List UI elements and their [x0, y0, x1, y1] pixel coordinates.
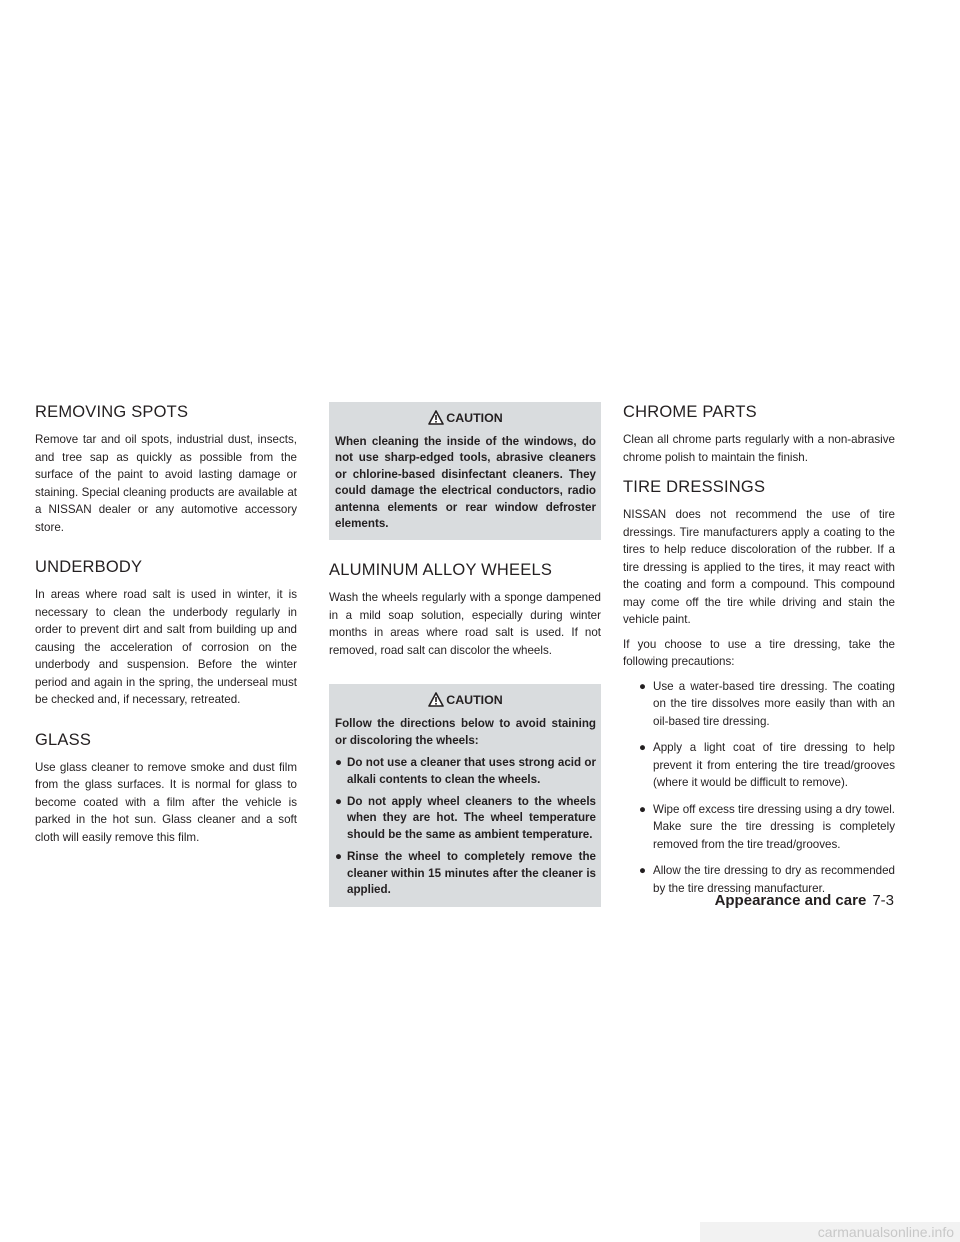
caution-wheels-intro: Follow the directions below to avoid staining or discoloring the wheels:	[335, 717, 596, 747]
middle-column	[329, 402, 601, 907]
bullet-icon: ●	[639, 741, 647, 754]
tire-dressings-precautions-intro: If you choose to use a tire dressing, take the following precautions:	[623, 637, 895, 668]
list-item	[335, 755, 596, 788]
caution-bullet-text: Rinse the wheel to completely remove the cleaner within 15 minutes after the cleaner is applied.	[347, 850, 596, 897]
watermark: carmanualsonline.info	[700, 1222, 960, 1242]
bullet-icon: ●	[335, 850, 343, 864]
glass-text: Use glass cleaner to remove smoke and dust film from the glass surfaces. It is normal for glass to become coated with a film after the vehicle is parked in the hot sun. Glass cleaner and a soft cloth will easily remove this film.	[35, 760, 297, 844]
tire-dressings-heading: TIRE DRESSINGS	[623, 478, 766, 496]
tire-bullet-text: Allow the tire dressing to dry as recommended by the tire dressing manufacturer.	[653, 864, 895, 895]
bullet-icon: ●	[639, 679, 647, 693]
bullet-icon: ●	[639, 864, 647, 877]
warning-triangle-icon	[428, 692, 444, 707]
caution-label: CAUTION	[446, 411, 503, 425]
underbody-heading: UNDERBODY	[35, 558, 143, 576]
tire-bullet-text: Use a water-based tire dressing. The coating on the tire dissolves more easily than with an oil-based tire dressing.	[653, 679, 895, 728]
caution-box-wheels	[329, 684, 601, 906]
list-item	[639, 678, 895, 731]
warning-triangle-icon	[428, 410, 444, 425]
list-item	[335, 794, 596, 843]
list-item	[639, 739, 895, 792]
chrome-parts-text: Clean all chrome parts regularly with a non-abrasive chrome polish to maintain the finish.	[623, 433, 895, 464]
tire-dressings-text: NISSAN does not recommend the use of tire dressings. Tire manufacturers apply a coating to the tires to help reduce discoloration of the rubber. If a tire dressing is applied to the tires, it may react with the coating and form a compound. This compound may come off the tire while driving and stain the vehicle paint.	[623, 508, 895, 626]
alloy-wheels-heading: ALUMINUM ALLOY WHEELS	[329, 561, 553, 580]
section-title: Appearance and care	[714, 892, 867, 909]
removing-spots-heading: REMOVING SPOTS	[35, 403, 189, 421]
chrome-parts-heading: CHROME PARTS	[623, 403, 757, 421]
bullet-icon: ●	[335, 756, 343, 770]
caution-header	[335, 692, 596, 708]
page-footer	[715, 892, 894, 909]
caution-bullet-text: Do not use a cleaner that uses strong acid or alkali contents to clean the wheels.	[347, 756, 596, 786]
page-number: 7-3	[872, 892, 894, 909]
tire-bullet-text: Apply a light coat of tire dressing to help prevent it from entering the tire tread/grooves (where it would be difficult to remove).	[653, 741, 895, 789]
tire-bullet-text: Wipe off excess tire dressing using a dry towel. Make sure the tire dressing is completely removed from the tire tread/grooves.	[653, 802, 895, 851]
list-item	[639, 801, 895, 854]
list-item	[335, 849, 596, 898]
underbody-text: In areas where road salt is used in winter, it is necessary to clean the underbody regularly in order to prevent dirt and salt from building up and causing the acceleration of corrosion on the underbody and suspension. Before the winter period and again in the spring, the underseal must be checked and, if necessary, retreated.	[35, 588, 297, 706]
bullet-icon: ●	[335, 795, 343, 809]
caution-label: CAUTION	[446, 693, 503, 708]
right-column	[623, 402, 895, 906]
alloy-wheels-text: Wash the wheels regularly with a sponge dampened in a mild soap solution, especially during winter months in areas where road salt is used. If not removed, road salt can discolor the wheels.	[329, 591, 601, 657]
caution-box-windows	[329, 402, 601, 540]
left-column	[35, 402, 297, 853]
caution-header	[335, 410, 596, 426]
caution-bullet-text: Do not apply wheel cleaners to the wheels when they are hot. The wheel temperature should be the same as ambient temperature.	[347, 795, 596, 841]
glass-heading: GLASS	[35, 730, 92, 749]
removing-spots-text: Remove tar and oil spots, industrial dust, insects, and tree sap as quickly as possible from the surface of the paint to avoid lasting damage or staining. Special cleaning products are available at a NISSAN dealer or any automotive accessory store.	[35, 433, 297, 534]
bullet-icon: ●	[639, 802, 647, 816]
caution-windows-text: When cleaning the inside of the windows, do not use sharp-edged tools, abrasive cleaners or chlorine-based disinfectant cleaners. They could damage the electrical conductors, radio antenna elements or rear window defroster elements.	[335, 435, 596, 531]
